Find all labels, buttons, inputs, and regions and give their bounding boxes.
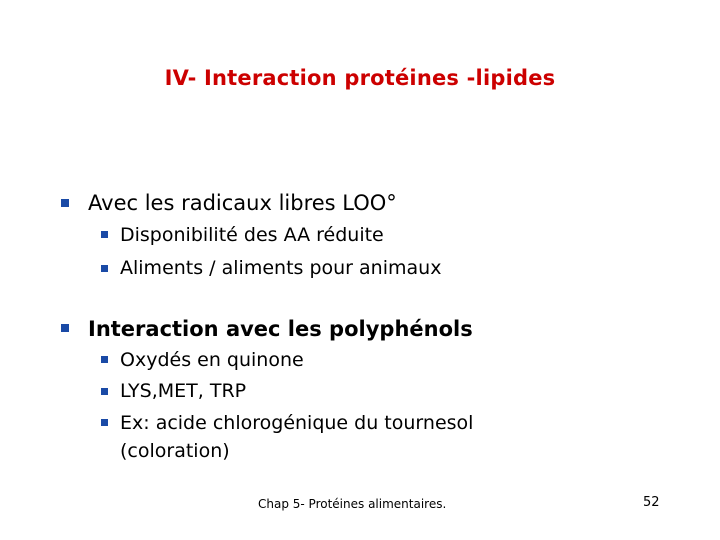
square-bullet-icon: [61, 324, 69, 332]
list-item-aliments: Aliments / aliments pour animaux: [120, 257, 442, 279]
square-bullet-icon: [101, 419, 108, 426]
list-item-coloration: (coloration): [120, 440, 230, 462]
square-bullet-icon: [101, 265, 108, 272]
list-item-disponibilite: Disponibilité des AA réduite: [120, 224, 384, 246]
list-item-oxydes: Oxydés en quinone: [120, 349, 304, 371]
list-item-lys-met-trp: LYS,MET, TRP: [120, 380, 247, 402]
section-heading-polyphenols: Interaction avec les polyphénols: [88, 317, 473, 341]
list-item-acide-chlorogenique: Ex: acide chlorogénique du tournesol: [120, 412, 474, 434]
square-bullet-icon: [101, 231, 108, 238]
square-bullet-icon: [61, 199, 69, 207]
square-bullet-icon: [101, 388, 108, 395]
section-heading-radicaux: Avec les radicaux libres LOO°: [88, 191, 397, 215]
page-number: 52: [643, 495, 660, 510]
slide-footer: Chap 5- Protéines alimentaires.: [258, 497, 447, 511]
square-bullet-icon: [101, 356, 108, 363]
slide-title: IV- Interaction protéines -lipides: [164, 66, 556, 90]
